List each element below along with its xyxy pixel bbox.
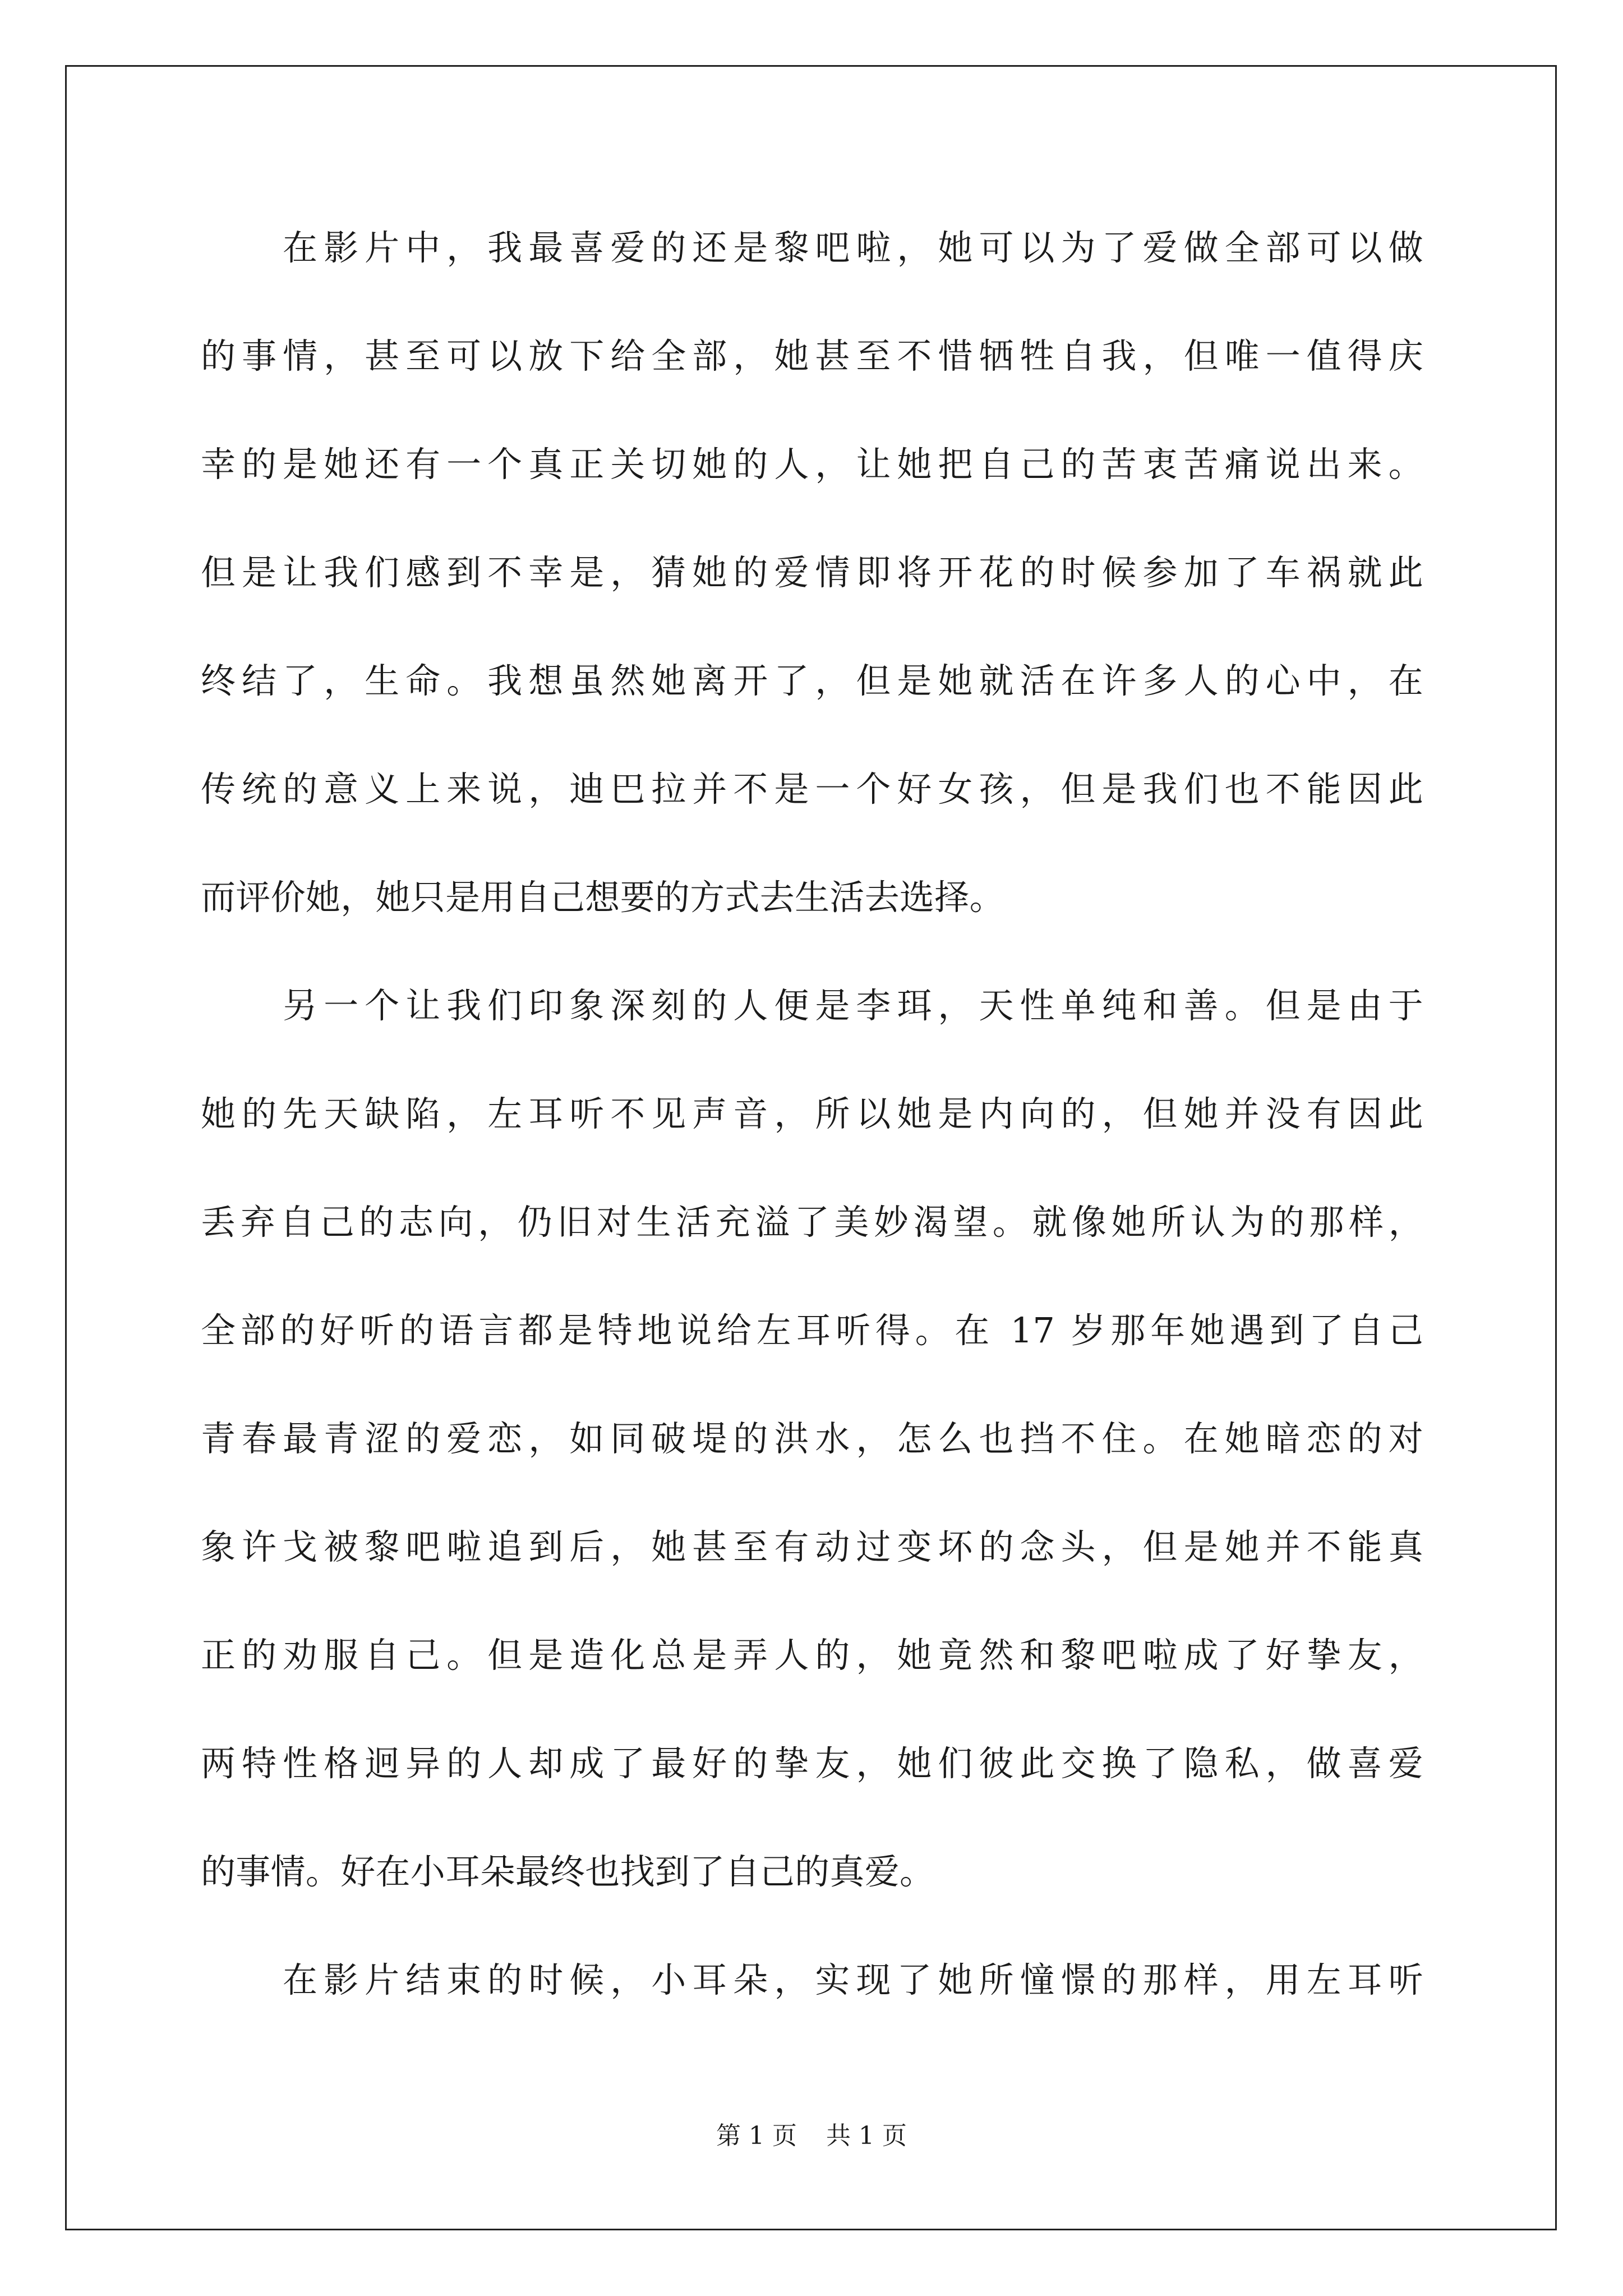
text-line: 全部的好听的语言都是特地说给左耳听得。在 17 岁那年她遇到了自己 (201, 1310, 1423, 1351)
text-line: 的事情。好在小耳朵最终也找到了自己的真爱。 (201, 1851, 935, 1892)
text-line: 但是让我们感到不幸是，猜她的爱情即将开花的时候参加了车祸就此 (201, 552, 1423, 593)
text-line: 她的先天缺陷，左耳听不见声音，所以她是内向的，但她并没有因此 (201, 1093, 1423, 1134)
text-line: 终结了，生命。我想虽然她离开了，但是她就活在许多人的心中，在 (201, 660, 1423, 701)
text-line: 另一个让我们印象深刻的人便是李珥，天性单纯和善。但是由于 (201, 985, 1423, 1026)
text-line: 在影片结束的时候，小耳朵，实现了她所憧憬的那样，用左耳听 (201, 1959, 1423, 2000)
text-line: 传统的意义上来说，迪巴拉并不是一个好女孩，但是我们也不能因此 (201, 769, 1423, 809)
page-total: 共 1 页 (826, 2122, 907, 2150)
text-line: 青春最青涩的爱恋，如同破堤的洪水，怎么也挡不住。在她暗恋的对 (201, 1418, 1423, 1459)
text-line: 丢弃自己的志向，仍旧对生活充溢了美妙渴望。就像她所认为的那样， (201, 1202, 1423, 1243)
text-line: 的事情，甚至可以放下给全部，她甚至不惜牺牲自我，但唯一值得庆 (201, 335, 1423, 376)
text-line: 正的劝服自己。但是造化总是弄人的，她竟然和黎吧啦成了好挚友， (201, 1635, 1423, 1676)
text-line: 象许戈被黎吧啦追到后，她甚至有动过变坏的念头，但是她并不能真 (201, 1526, 1423, 1567)
page-number: 第 1 页 (716, 2122, 797, 2150)
text-line: 在影片中，我最喜爱的还是黎吧啦，她可以为了爱做全部可以做 (201, 227, 1423, 268)
text-line: 幸的是她还有一个真正关切她的人，让她把自己的苦衷苦痛说出来。 (201, 444, 1423, 485)
document-body (201, 194, 1423, 2034)
text-line: 而评价她，她只是用自己想要的方式去生活去选择。 (201, 877, 1004, 918)
text-line: 两特性格迥异的人却成了最好的挚友，她们彼此交换了隐私，做喜爱 (201, 1743, 1423, 1784)
page-footer (0, 2119, 1623, 2153)
